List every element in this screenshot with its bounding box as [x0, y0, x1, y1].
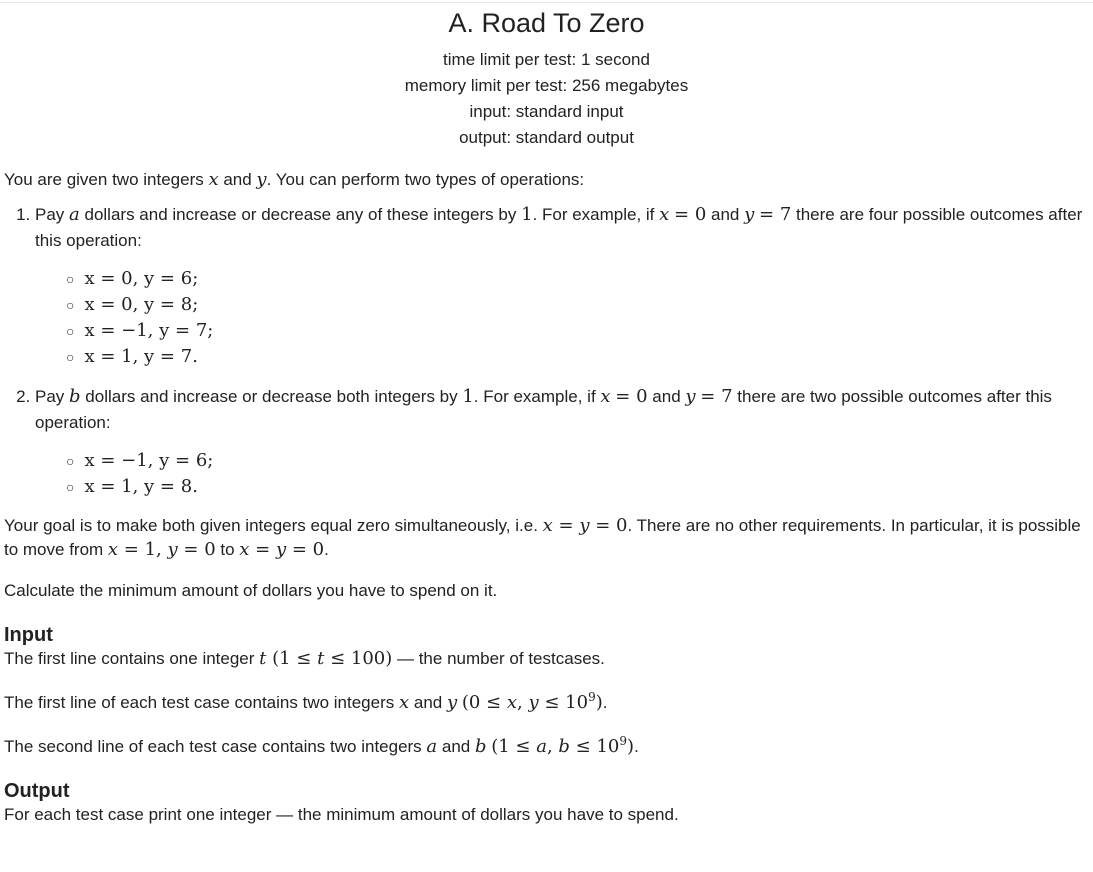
input-line-2: The first line of each test case contains two integers x and y (0 ≤ x, $y \le 10^9$).: [4, 690, 608, 713]
list-item: ○ x = 1, y = 7.: [66, 346, 198, 367]
list-item: ○ x = −1, y = 7;: [66, 320, 214, 341]
list-item: ○ x = −1, y = 6;: [66, 450, 214, 471]
list-item: ○ x = 0, y = 8;: [66, 294, 199, 315]
input-spec: input: standard input: [469, 102, 624, 121]
output-spec: output: standard output: [459, 128, 634, 147]
list-item: ○ x = 1, y = 8.: [66, 476, 198, 497]
operation-2-outcomes: [35, 448, 1089, 500]
problem-statement: [4, 168, 1089, 827]
goal-paragraph: Your goal is to make both given integers equal zero simultaneously, i.e. x = y = 0. There are no other requirements. In particular, it is possible to move from x = 1, y = 0 to x = y = 0.: [4, 515, 1081, 560]
intro-paragraph: You are given two integers x and y. You can perform two types of operations:: [4, 169, 585, 190]
operation-1-outcomes: [35, 266, 1089, 370]
memory-limit: memory limit per test: 256 megabytes: [404, 76, 689, 95]
input-line-1: The first line contains one integer t (1 ≤ t ≤ 100) — the number of testcases.: [4, 648, 605, 669]
output-section-title: Output: [4, 780, 70, 802]
calc-paragraph: Calculate the minimum amount of dollars you have to spend on it.: [4, 581, 498, 600]
problem-header: [0, 0, 1093, 151]
operation-2: 2. Pay b dollars and increase or decrease both integers by 1. For example, if x = 0 and y = 7 there are two possible outcomes after this operation: ○ x = −1, y = 6; ○ x = 1, y = 8.: [35, 384, 1089, 500]
problem-title: A. Road To Zero: [448, 8, 645, 38]
operation-1: 1. Pay a dollars and increase or decrease any of these integers by 1. For example, if x = 0 and y = 7 there are four possible outcomes after this operation: ○ x = 0, y = 6; ○ x = 0, y = 8; ○ x = −1, y = 7; ○ x = 1, y = 7.: [35, 202, 1089, 370]
list-item: ○ x = 0, y = 6;: [66, 268, 199, 289]
input-section-title: Input: [4, 624, 53, 646]
operations-list: [4, 202, 1089, 500]
time-limit: time limit per test: 1 second: [443, 50, 650, 69]
output-text: For each test case print one integer — the minimum amount of dollars you have to spend.: [4, 805, 679, 824]
input-line-3: The second line of each test case contains two integers a and b (1 ≤ a, $b \le 10^9$).: [4, 734, 639, 757]
top-divider: [0, 2, 1093, 3]
